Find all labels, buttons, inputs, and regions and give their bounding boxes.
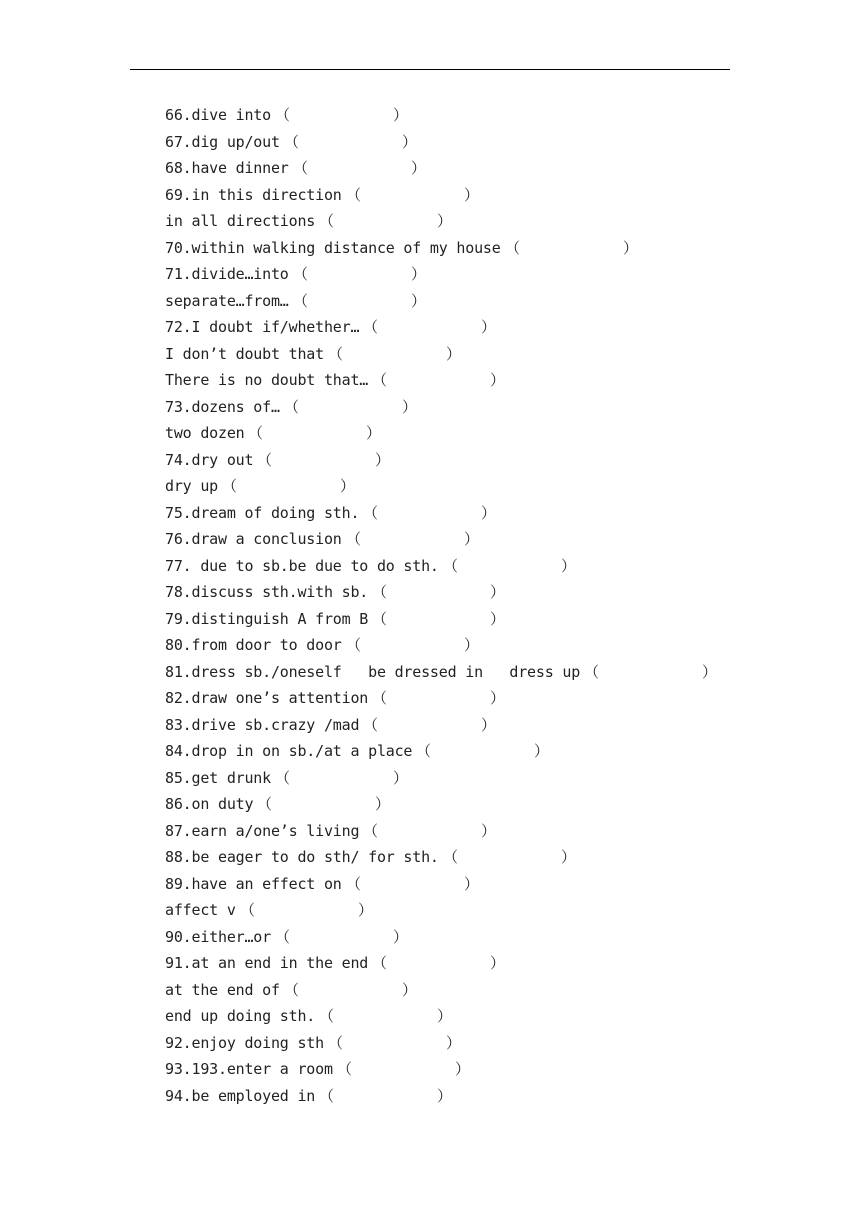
phrase-text: 89.have an effect on: [165, 874, 342, 893]
blank-close-paren: ）: [534, 742, 549, 760]
blank-close-paren: ）: [437, 212, 452, 230]
blank-close-paren: ）: [437, 1007, 452, 1025]
phrase-text: 84.drop in on sb./at a place: [165, 742, 413, 760]
phrase-text: 66.dive into: [165, 106, 271, 124]
blank-close-paren: ）: [402, 980, 417, 999]
phrase-text: 74.dry out: [165, 450, 254, 469]
blank-close-paren: ）: [437, 1086, 452, 1105]
phrase-text: affect v: [165, 901, 236, 919]
phrase-text: 86.on duty: [165, 795, 254, 813]
phrase-text: 93.193.enter a room: [165, 1060, 333, 1078]
phrase-text: 68.have dinner: [165, 159, 289, 177]
phrase-entry: [165, 102, 785, 129]
blank-open-paren: （: [275, 927, 290, 946]
blank-open-paren: （: [443, 848, 458, 866]
phrase-text: 76.draw a conclusion: [165, 530, 342, 548]
phrase-text: 75.dream of doing sth.: [165, 503, 360, 522]
blank-open-paren: （: [293, 291, 308, 310]
blank-open-paren: （: [346, 530, 361, 548]
blank-close-paren: ）: [481, 715, 496, 734]
blank-close-paren: ）: [411, 159, 426, 177]
blank-close-paren: ）: [481, 821, 496, 840]
phrase-entry: [165, 950, 785, 977]
blank-close-paren: ）: [446, 1033, 461, 1052]
header-rule: [130, 69, 730, 70]
blank-open-paren: （: [293, 159, 308, 177]
phrase-entry: [165, 447, 785, 474]
phrase-text: 85.get drunk: [165, 768, 271, 787]
phrase-entry: [165, 738, 785, 765]
phrase-text: 69.in this direction: [165, 185, 342, 204]
phrase-text: 92.enjoy doing sth: [165, 1033, 324, 1052]
blank-open-paren: （: [337, 1060, 352, 1078]
blank-close-paren: ）: [561, 556, 576, 575]
blank-open-paren: （: [248, 424, 263, 442]
blank-open-paren: （: [346, 874, 361, 893]
blank-open-paren: （: [319, 1086, 334, 1105]
phrase-entry: [165, 129, 785, 156]
phrase-entry: [165, 473, 785, 500]
blank-open-paren: （: [328, 344, 343, 363]
blank-open-paren: （: [372, 371, 387, 389]
phrase-text: 79.distinguish A from B: [165, 609, 369, 628]
blank-open-paren: （: [275, 106, 290, 124]
blank-close-paren: ）: [490, 371, 505, 389]
phrase-entry: [165, 288, 785, 315]
blank-close-paren: ）: [702, 662, 717, 681]
blank-open-paren: （: [284, 397, 299, 416]
phrase-entry: [165, 182, 785, 209]
phrase-text: 90.either…or: [165, 927, 271, 946]
phrase-entry: [165, 818, 785, 845]
phrase-entry: [165, 261, 785, 288]
blank-close-paren: ）: [561, 848, 576, 866]
blank-open-paren: （: [416, 742, 431, 760]
phrase-entry: [165, 871, 785, 898]
blank-open-paren: （: [363, 821, 378, 840]
phrase-text: separate…from…: [165, 291, 289, 310]
blank-open-paren: （: [319, 212, 334, 230]
phrase-text: 70.within walking distance of my house: [165, 238, 501, 257]
blank-close-paren: ）: [490, 583, 505, 601]
phrase-text: 71.divide…into: [165, 265, 289, 283]
phrase-entry: [165, 341, 785, 368]
phrase-text: in all directions: [165, 212, 316, 230]
blank-open-paren: （: [319, 1007, 334, 1025]
phrase-text: I don’t doubt that: [165, 344, 324, 363]
phrase-entry: [165, 632, 785, 659]
phrase-entry: [165, 553, 785, 580]
blank-close-paren: ）: [490, 689, 505, 707]
phrase-entry: [165, 1083, 785, 1110]
blank-open-paren: （: [257, 450, 272, 469]
phrase-entry: [165, 791, 785, 818]
blank-close-paren: ）: [464, 636, 479, 654]
phrase-text: 77. due to sb.be due to do sth.: [165, 556, 439, 575]
phrase-text: end up doing sth.: [165, 1007, 316, 1025]
phrase-text: 80.from door to door: [165, 636, 342, 654]
blank-open-paren: （: [363, 503, 378, 522]
phrase-text: 82.draw one’s attention: [165, 689, 369, 707]
blank-close-paren: ）: [375, 450, 390, 469]
blank-close-paren: ）: [375, 795, 390, 813]
blank-open-paren: （: [372, 689, 387, 707]
blank-open-paren: （: [372, 583, 387, 601]
phrase-entry: [165, 1056, 785, 1083]
phrase-entry: [165, 526, 785, 553]
blank-open-paren: （: [372, 609, 387, 628]
phrase-entry: [165, 659, 785, 686]
blank-open-paren: （: [346, 636, 361, 654]
blank-close-paren: ）: [402, 397, 417, 416]
phrase-entry: [165, 420, 785, 447]
blank-open-paren: （: [328, 1033, 343, 1052]
phrase-entry: [165, 606, 785, 633]
blank-close-paren: ）: [481, 318, 496, 336]
phrase-text: two dozen: [165, 424, 245, 442]
blank-close-paren: ）: [464, 185, 479, 204]
phrase-entry: [165, 924, 785, 951]
blank-open-paren: （: [584, 662, 599, 681]
phrase-entry: [165, 367, 785, 394]
blank-close-paren: ）: [446, 344, 461, 363]
blank-open-paren: （: [443, 556, 458, 575]
phrase-entry: [165, 155, 785, 182]
phrase-entry: [165, 765, 785, 792]
phrase-entry: [165, 235, 785, 262]
blank-close-paren: ）: [358, 901, 373, 919]
phrase-entry: [165, 712, 785, 739]
blank-open-paren: （: [346, 185, 361, 204]
phrase-list: [165, 102, 785, 1109]
blank-close-paren: ）: [393, 768, 408, 787]
phrase-text: 88.be eager to do sth/ for sth.: [165, 848, 439, 866]
phrase-entry: [165, 897, 785, 924]
phrase-text: There is no doubt that…: [165, 371, 369, 389]
blank-open-paren: （: [363, 715, 378, 734]
phrase-entry: [165, 314, 785, 341]
blank-open-paren: （: [275, 768, 290, 787]
blank-close-paren: ）: [393, 927, 408, 946]
phrase-text: 72.I doubt if/whether…: [165, 318, 360, 336]
phrase-entry: [165, 579, 785, 606]
blank-open-paren: （: [240, 901, 255, 919]
blank-close-paren: ）: [464, 530, 479, 548]
phrase-text: 91.at an end in the end: [165, 954, 369, 972]
blank-open-paren: （: [505, 238, 520, 257]
blank-close-paren: ）: [366, 424, 381, 442]
blank-close-paren: ）: [490, 954, 505, 972]
blank-close-paren: ）: [455, 1060, 470, 1078]
phrase-entry: [165, 1030, 785, 1057]
phrase-entry: [165, 208, 785, 235]
blank-open-paren: （: [284, 132, 299, 151]
blank-close-paren: ）: [481, 503, 496, 522]
phrase-entry: [165, 1003, 785, 1030]
blank-open-paren: （: [293, 265, 308, 283]
phrase-entry: [165, 844, 785, 871]
phrase-entry: [165, 500, 785, 527]
blank-close-paren: ）: [464, 874, 479, 893]
phrase-entry: [165, 977, 785, 1004]
phrase-text: 83.drive sb.crazy /mad: [165, 715, 360, 734]
phrase-text: 78.discuss sth.with sb.: [165, 583, 369, 601]
blank-open-paren: （: [363, 318, 378, 336]
phrase-text: 94.be employed in: [165, 1086, 316, 1105]
blank-close-paren: ）: [623, 238, 638, 257]
blank-open-paren: （: [257, 795, 272, 813]
phrase-text: 67.dig up/out: [165, 132, 280, 151]
blank-close-paren: ）: [393, 106, 408, 124]
blank-close-paren: ）: [411, 291, 426, 310]
blank-open-paren: （: [372, 954, 387, 972]
phrase-text: 81.dress sb./oneself be dressed in dress up: [165, 662, 581, 681]
phrase-text: 87.earn a/one’s living: [165, 821, 360, 840]
phrase-text: at the end of: [165, 980, 280, 999]
blank-close-paren: ）: [340, 477, 355, 495]
phrase-entry: [165, 394, 785, 421]
phrase-entry: [165, 685, 785, 712]
blank-close-paren: ）: [490, 609, 505, 628]
phrase-text: dry up: [165, 477, 218, 495]
blank-open-paren: （: [284, 980, 299, 999]
blank-close-paren: ）: [402, 132, 417, 151]
blank-close-paren: ）: [411, 265, 426, 283]
phrase-text: 73.dozens of…: [165, 397, 280, 416]
blank-open-paren: （: [222, 477, 237, 495]
